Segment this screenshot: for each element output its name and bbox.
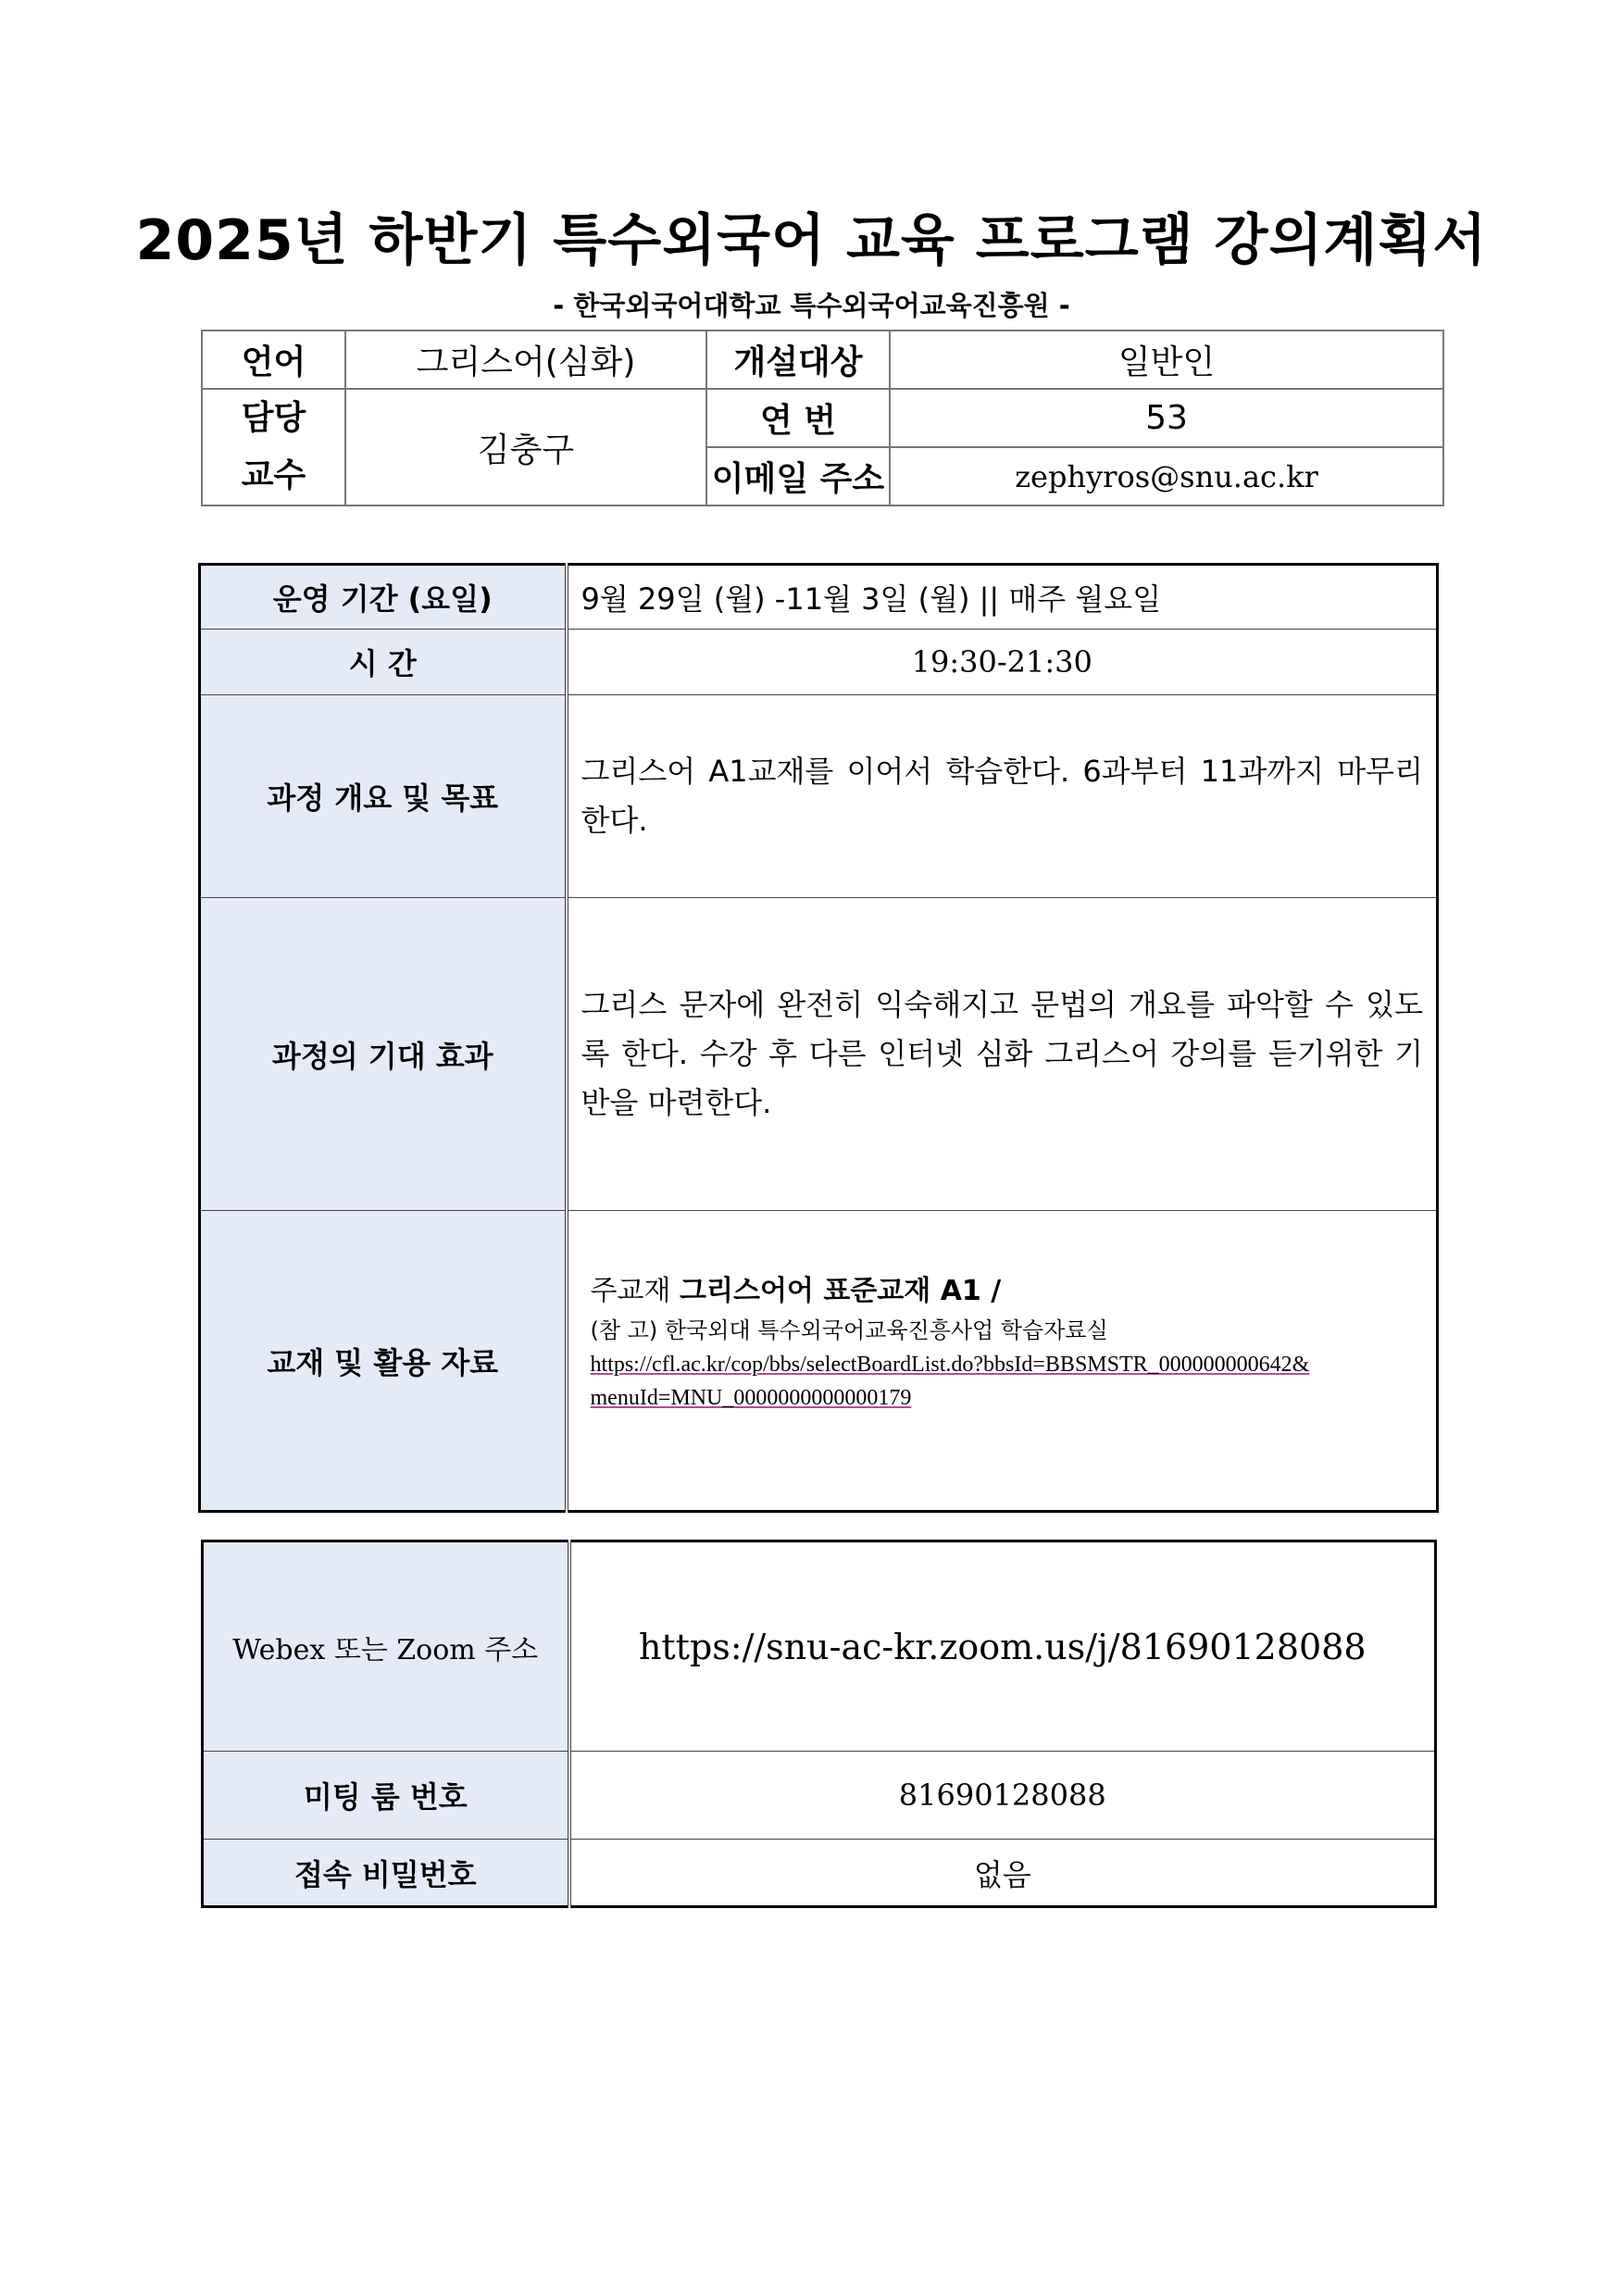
- course-detail-table: [198, 563, 1439, 1513]
- online-info-table: [201, 1540, 1437, 1908]
- document-title: 2025년 하반기 특수외국어 교육 프로그램 강의계획서: [135, 208, 1488, 273]
- course-info-table: [201, 330, 1444, 506]
- materials-label: 교재 및 활용 자료: [200, 1211, 567, 1512]
- instructor-label: 담당 교수: [202, 389, 345, 505]
- reference-link-line-2[interactable]: menuId=MNU_0000000000000179: [590, 1385, 912, 1410]
- materials-value: [567, 1211, 1438, 1512]
- reference-text: (참 고) 한국외대 특수외국어교육진흥사업 학습자료실: [590, 1316, 1108, 1343]
- period-label: 운영 기간 (요일): [200, 565, 567, 630]
- email-label: 이메일 주소: [706, 447, 890, 505]
- overview-value: 그리스어 A1교재를 이어서 학습한다. 6과부터 11과까지 마무리한다.: [567, 695, 1438, 898]
- main-textbook: [591, 1270, 1424, 1313]
- effect-label: 과정의 기대 효과: [200, 898, 567, 1211]
- target-label: 개설대상: [706, 331, 890, 389]
- zoom-link[interactable]: https://snu-ac-kr.zoom.us/j/81690128088: [569, 1541, 1436, 1752]
- target-value: 일반인: [890, 331, 1443, 389]
- instructor-value: 김충구: [345, 389, 706, 505]
- effect-value: 그리스 문자에 완전히 익숙해지고 문법의 개요를 파악할 수 있도록 한다. 수강 후 다른 인터넷 심화 그리스어 강의를 듣기위한 기반을 마련한다.: [567, 898, 1438, 1211]
- language-value: 그리스어(심화): [345, 331, 706, 389]
- zoom-label: Webex 또는 Zoom 주소: [203, 1541, 569, 1752]
- reference-link-line-1[interactable]: https://cfl.ac.kr/cop/bbs/selectBoardList.do?bbsId=BBSMSTR_000000000642&: [590, 1352, 1310, 1377]
- email-value: zephyros@snu.ac.kr: [890, 447, 1443, 505]
- password-value: 없음: [569, 1840, 1436, 1907]
- main-textbook-prefix: 주교재: [590, 1274, 671, 1307]
- overview-label: 과정 개요 및 목표: [200, 695, 567, 898]
- number-label: 연 번: [706, 389, 890, 447]
- password-label: 접속 비밀번호: [203, 1840, 569, 1907]
- number-value: 53: [890, 389, 1443, 447]
- room-value: 81690128088: [569, 1752, 1436, 1840]
- language-label: 언어: [202, 331, 345, 389]
- room-label: 미팅 룸 번호: [203, 1752, 569, 1840]
- main-textbook-title: 그리스어어 표준교재 A1 /: [680, 1274, 1002, 1307]
- period-value: 9월 29일 (월) -11월 3일 (월) || 매주 월요일: [567, 565, 1438, 630]
- time-label: 시 간: [200, 630, 567, 695]
- time-value: 19:30-21:30: [567, 630, 1438, 695]
- document-subtitle: - 한국외국어대학교 특수외국어교육진흥원 -: [553, 290, 1070, 321]
